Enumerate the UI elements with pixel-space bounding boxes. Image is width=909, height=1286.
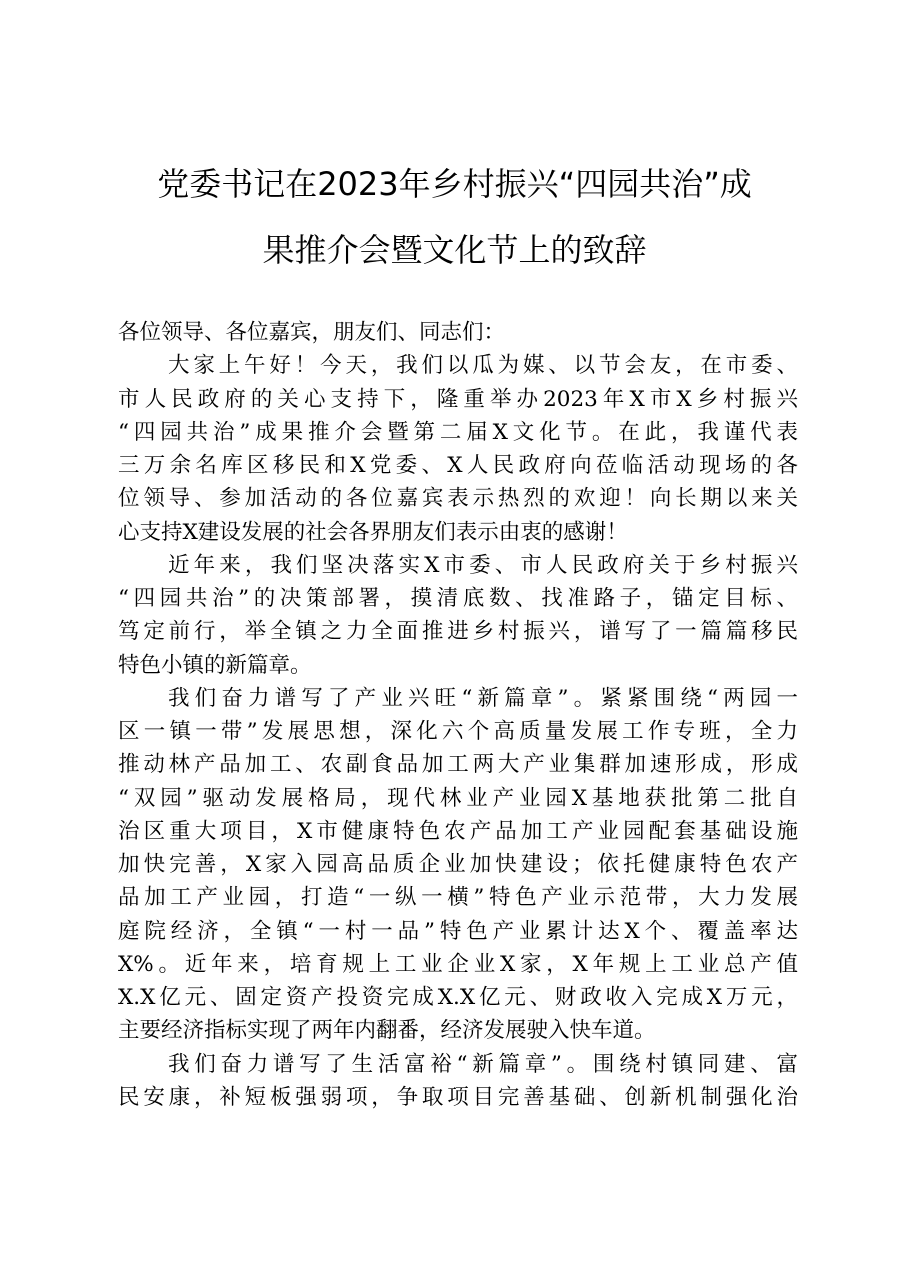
body-line: 治区重大项目，X市健康特色农产品加工产业园配套基础设施	[118, 818, 798, 844]
body-line: 心支持X建设发展的社会各界朋友们表示由衷的感谢！	[118, 519, 628, 545]
body-line: “双园”驱动发展格局，现代林业产业园X基地获批第二批自	[118, 785, 798, 811]
body-line: 庭院经济，全镇“一村一品”特色产业累计达X个、覆盖率达	[118, 918, 798, 944]
body-line: 近年来，我们坚决落实X市委、市人民政府关于乡村振兴	[168, 552, 798, 578]
body-line: X.X亿元、固定资产投资完成X.X亿元、财政收入完成X万元，	[118, 985, 798, 1010]
body-line: “四园共治”成果推介会暨第二届X文化节。在此，我谨代表	[118, 419, 798, 445]
body-line: 我们奋力谱写了生活富裕“新篇章”。围绕村镇同建、富	[168, 1051, 798, 1077]
document-title-line-1: 党委书记在2023年乡村振兴“四园共治”成	[157, 165, 752, 203]
body-line: 推动林产品加工、农副食品加工两大产业集群加速形成，形成	[118, 752, 798, 778]
body-line: 我们奋力谱写了产业兴旺“新篇章”。紧紧围绕“两园一	[168, 685, 798, 711]
body-line: 市人民政府的关心支持下，隆重举办2023年X市X乡村振兴	[118, 386, 798, 412]
body-line: “四园共治”的决策部署，摸清底数、找准路子，锚定目标、	[118, 586, 798, 611]
body-line: 主要经济指标实现了两年内翻番，经济发展驶入快车道。	[118, 1018, 656, 1044]
body-line: 各位领导、各位嘉宾，朋友们、同志们：	[118, 320, 506, 345]
document-title-line-2: 果推介会暨文化节上的致辞	[262, 231, 647, 269]
body-line: 笃定前行，举全镇之力全面推进乡村振兴，谱写了一篇篇移民	[118, 619, 798, 645]
body-line: 位领导、参加活动的各位嘉宾表示热烈的欢迎！向长期以来关	[118, 486, 798, 512]
body-line: 大家上午好！今天，我们以瓜为媒、以节会友，在市委、	[168, 353, 798, 379]
body-line: 民安康，补短板强弱项，争取项目完善基础、创新机制强化治	[118, 1084, 798, 1110]
body-line: 区一镇一带”发展思想，深化六个高质量发展工作专班，全力	[118, 719, 798, 744]
body-line: 加快完善，X家入园高品质企业加快建设；依托健康特色农产	[118, 852, 798, 877]
document-body	[118, 316, 798, 1114]
body-line: 品加工产业园，打造“一纵一横”特色产业示范带，大力发展	[118, 885, 798, 911]
body-line: 三万余名库区移民和X党委、X人民政府向莅临活动现场的各	[118, 453, 798, 478]
body-line: 特色小镇的新篇章。	[118, 652, 312, 678]
body-line: X%。近年来，培育规上工业企业X家，X年规上工业总产值	[118, 951, 798, 977]
